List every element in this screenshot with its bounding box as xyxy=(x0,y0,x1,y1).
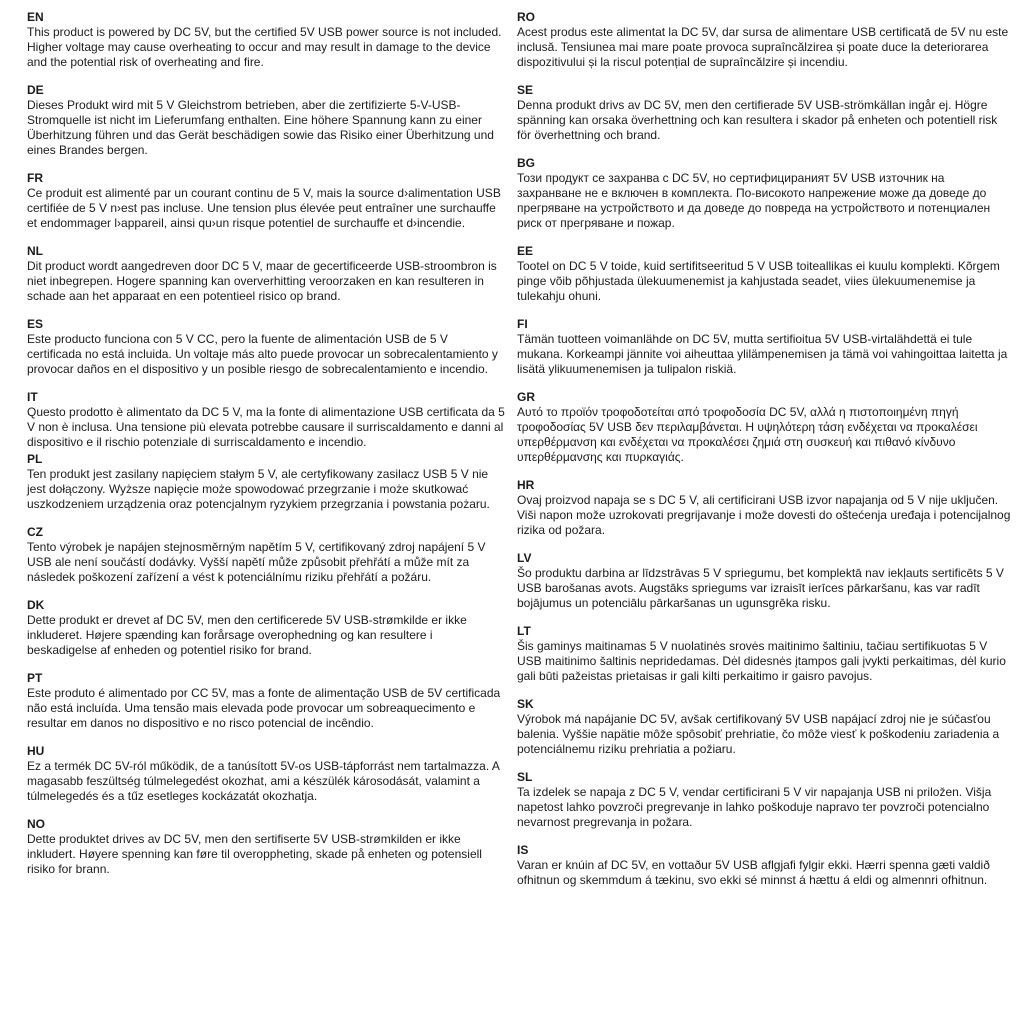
language-section-pt xyxy=(27,671,505,731)
language-section-ee xyxy=(517,244,1012,304)
notice-text: Този продукт се захранва с DC 5V, но сертифицираният 5V USB източник на захранване не е включен в комплекта. По-високото напрежение може да доведе до прегряване на устройството и да доведе до повреда на устройството и потенциален риск от прегряване и пожар. xyxy=(517,171,991,230)
notice-text: Αυτό το προϊόν τροφοδοτείται από τροφοδοσία DC 5V, αλλά η πιστοποιημένη πηγή τροφοδοσίας 5V USB δεν περιλαμβάνεται. Η υψηλότερη τάση ενδέχεται να προκαλέσει υπερθέρμανση και ενδέχεται να προκαλέσει ζημιά στη συσκευή και πιθανό κίνδυνο υπερθέρμανσης και πυρκαγιάς. xyxy=(517,405,978,464)
language-code: ES xyxy=(27,317,44,331)
language-section-sl xyxy=(517,770,1012,830)
language-section-lv xyxy=(517,551,1012,611)
language-code: DK xyxy=(27,598,45,612)
language-section-bg xyxy=(517,156,1012,231)
notice-text: Výrobok má napájanie DC 5V, avšak certifikovaný 5V USB napájací zdroj nie je súčasťou balenia. Vyššie napätie môže spôsobiť prehriatie, čo môže viesť k poškodeniu zariadenia a potenciálnemu riziku prehriatia a požiaru. xyxy=(517,712,1000,756)
notice-text: Tämän tuotteen voimanlähde on DC 5V, mutta sertifioitua 5V USB-virtalähdettä ei tule mukana. Korkeampi jännite voi aiheuttaa ylilämpenemisen ja tämä voi vahingoittaa laitetta ja lisätä ylikuumenemisen ja tulipalon riskiä. xyxy=(517,332,1008,376)
language-section-cz xyxy=(27,525,505,585)
language-code: LV xyxy=(517,551,532,565)
language-code: CZ xyxy=(27,525,43,539)
notice-text: Dette produktet drives av DC 5V, men den sertifiserte 5V USB-strømkilden er ikke inkludert. Høyere spenning kan føre til overoppheting, skade på enheten og potensiell risiko for brann. xyxy=(27,832,482,876)
language-code: NO xyxy=(27,817,45,831)
language-code: HU xyxy=(27,744,45,758)
language-code: SE xyxy=(517,83,534,97)
language-section-dk xyxy=(27,598,505,658)
language-code: PT xyxy=(27,671,43,685)
language-code: DE xyxy=(27,83,44,97)
language-section-no xyxy=(27,817,505,877)
notice-text: Acest produs este alimentat la DC 5V, dar sursa de alimentare USB certificată de 5V nu este inclusă. Tensiunea mai mare poate provoca supraîncălzirea și poate duce la deteriorarea dispozitivului și la riscul potențial de supraîncălzire și incendiu. xyxy=(517,25,1009,69)
language-code: IT xyxy=(27,390,38,404)
notice-text: Ce produit est alimenté par un courant continu de 5 V, mais la source d›alimentation USB certifiée de 5 V n›est pas incluse. Une tension plus élevée peut entraîner une surchauffe et endommager l›appareil, ainsi qu›un risque potentiel de surchauffe et d›incendie. xyxy=(27,186,501,230)
notice-text: Varan er knúin af DC 5V, en vottaður 5V USB aflgjafi fylgir ekki. Hærri spenna gæti valdið ofhitnun og skemmdum á tækinu, svo ekki sé minnst á hættu á eldi og almennri ofhitnun. xyxy=(517,858,990,887)
language-code: GR xyxy=(517,390,535,404)
language-code: FI xyxy=(517,317,528,331)
right-column xyxy=(517,10,1012,1024)
language-section-fr xyxy=(27,171,505,231)
notice-text: Este produto é alimentado por CC 5V, mas a fonte de alimentação USB de 5V certificada não está incluída. Uma tensão mais elevada pode provocar um sobreaquecimento e resultar em danos no dispositivo e no risco potencial de incêndio. xyxy=(27,686,501,730)
language-code: PL xyxy=(27,452,43,466)
language-section-hu xyxy=(27,744,505,804)
language-section-se xyxy=(517,83,1012,143)
language-code: EE xyxy=(517,244,534,258)
notice-text: Dit product wordt aangedreven door DC 5 V, maar de gecertificeerde USB-stroombron is niet inbegrepen. Hogere spanning kan oververhitting veroorzaken en kan resulteren in schade aan het apparaat en een potentieel risico op brand. xyxy=(27,259,497,303)
language-section-pl xyxy=(27,452,505,512)
language-section-de xyxy=(27,83,505,158)
language-code: FR xyxy=(27,171,43,185)
language-section-en xyxy=(27,10,505,70)
notice-text: Šo produktu darbina ar līdzstrāvas 5 V spriegumu, bet komplektā nav iekļauts sertificēts 5 V USB barošanas avots. Augstāks spriegums var izraisīt ierīces pārkaršanu, kas var radīt bojājumus un potenciālu pārkaršanas un ugunsgrēka risku. xyxy=(517,566,1004,610)
left-column xyxy=(27,10,505,1024)
language-code: EN xyxy=(27,10,44,24)
notice-text: This product is powered by DC 5V, but the certified 5V USB power source is not included. Higher voltage may cause overheating to occur and may result in damage to the device and the potential risk of overheating and fire. xyxy=(27,25,502,69)
notice-text: Ez a termék DC 5V-ról működik, de a tanúsított 5V-os USB-tápforrást nem tartalmazza. A magasabb feszültség túlmelegedést okozhat, ami a készülék károsodását, valamint a túlmelegedés és a tűz esetleges kockázatát okozhatja. xyxy=(27,759,500,803)
notice-text: Este producto funciona con 5 V CC, pero la fuente de alimentación USB de 5 V certificada no está incluida. Un voltaje más alto puede provocar un sobrecalentamiento y provocar daños en el dispositivo y un posible riesgo de sobrecalentamiento e incendio. xyxy=(27,332,498,376)
language-section-hr xyxy=(517,478,1012,538)
language-section-is xyxy=(517,843,1012,888)
language-section-it xyxy=(27,390,505,450)
language-section-fi xyxy=(517,317,1012,377)
language-code: SL xyxy=(517,770,533,784)
notice-text: Questo prodotto è alimentato da DC 5 V, ma la fonte di alimentazione USB certificata da 5 V non è inclusa. Una tensione più elevata potrebbe causare il surriscaldamento e danni al dispositivo e il rischio potenziale di surriscaldamento e incendio. xyxy=(27,405,505,449)
language-code: HR xyxy=(517,478,535,492)
notice-text: Dette produkt er drevet af DC 5V, men den certificerede 5V USB-strømkilde er ikke inkluderet. Højere spænding kan forårsage overophedning og kan resultere i beskadigelse af enheden og potentiel risiko for brand. xyxy=(27,613,467,657)
notice-text: Ten produkt jest zasilany napięciem stałym 5 V, ale certyfikowany zasilacz USB 5 V nie jest dołączony. Wyższe napięcie może spowodować przegrzanie i może skutkować uszkodzeniem urządzenia oraz potencjalnym ryzykiem przegrzania i powstania pożaru. xyxy=(27,467,490,511)
language-code: BG xyxy=(517,156,535,170)
notice-text: Ta izdelek se napaja z DC 5 V, vendar certificirani 5 V vir napajanja USB ni priložen. Višja napetost lahko povzroči pregrevanje in lahko poškoduje napravo ter povzroči potencialno nevarnost pregrevanja in požara. xyxy=(517,785,992,829)
language-code: NL xyxy=(27,244,43,258)
notice-text: Dieses Produkt wird mit 5 V Gleichstrom betrieben, aber die zertifizierte 5-V-USB-Stromquelle ist nicht im Lieferumfang enthalten. Eine höhere Spannung kann zu einer Überhitzung führen und das Gerät beschädigen sowie das Risiko einer Überhitzung und eines Brandes bergen. xyxy=(27,98,494,157)
language-section-ro xyxy=(517,10,1012,70)
language-section-gr xyxy=(517,390,1012,465)
language-code: LT xyxy=(517,624,531,638)
language-section-lt xyxy=(517,624,1012,684)
language-section-es xyxy=(27,317,505,377)
language-code: RO xyxy=(517,10,535,24)
notice-text: Denna produkt drivs av DC 5V, men den certifierade 5V USB-strömkällan ingår ej. Högre spänning kan orsaka överhettning och kan resultera i skador på enheten och potentiell risk för överhettning och brand. xyxy=(517,98,998,142)
language-code: IS xyxy=(517,843,529,857)
language-code: SK xyxy=(517,697,534,711)
notice-text: Ovaj proizvod napaja se s DC 5 V, ali certificirani USB izvor napajanja od 5 V nije uključen. Viši napon može uzrokovati pregrijavanje i može dovesti do oštećenja uređaja i potencijalnog rizika od požara. xyxy=(517,493,1011,537)
notice-text: Šis gaminys maitinamas 5 V nuolatinės srovės maitinimo šaltiniu, tačiau sertifikuotas 5 V USB maitinimo šaltinis nepridedamas. Dėl didesnės įtampos gali įvykti perkaitimas, dėl kurio gali būti pažeistas prietaisas ir gali kilti perkaitimo ir gaisro pavojus. xyxy=(517,639,1006,683)
notice-text: Tootel on DC 5 V toide, kuid sertifitseeritud 5 V USB toiteallikas ei kuulu komplekti. Kõrgem pinge võib põhjustada ülekuumenemist ja kahjustada seadet, viies ülekuumenemise ja tulekahju ohuni. xyxy=(517,259,1000,303)
notice-text: Tento výrobek je napájen stejnosměrným napětím 5 V, certifikovaný zdroj napájení 5 V USB ale není součástí dodávky. Vyšší napětí může způsobit přehřátí a může mít za následek poškození zařízení a vést k potenciálnímu riziku přehřátí a požáru. xyxy=(27,540,486,584)
language-section-sk xyxy=(517,697,1012,757)
language-section-nl xyxy=(27,244,505,304)
